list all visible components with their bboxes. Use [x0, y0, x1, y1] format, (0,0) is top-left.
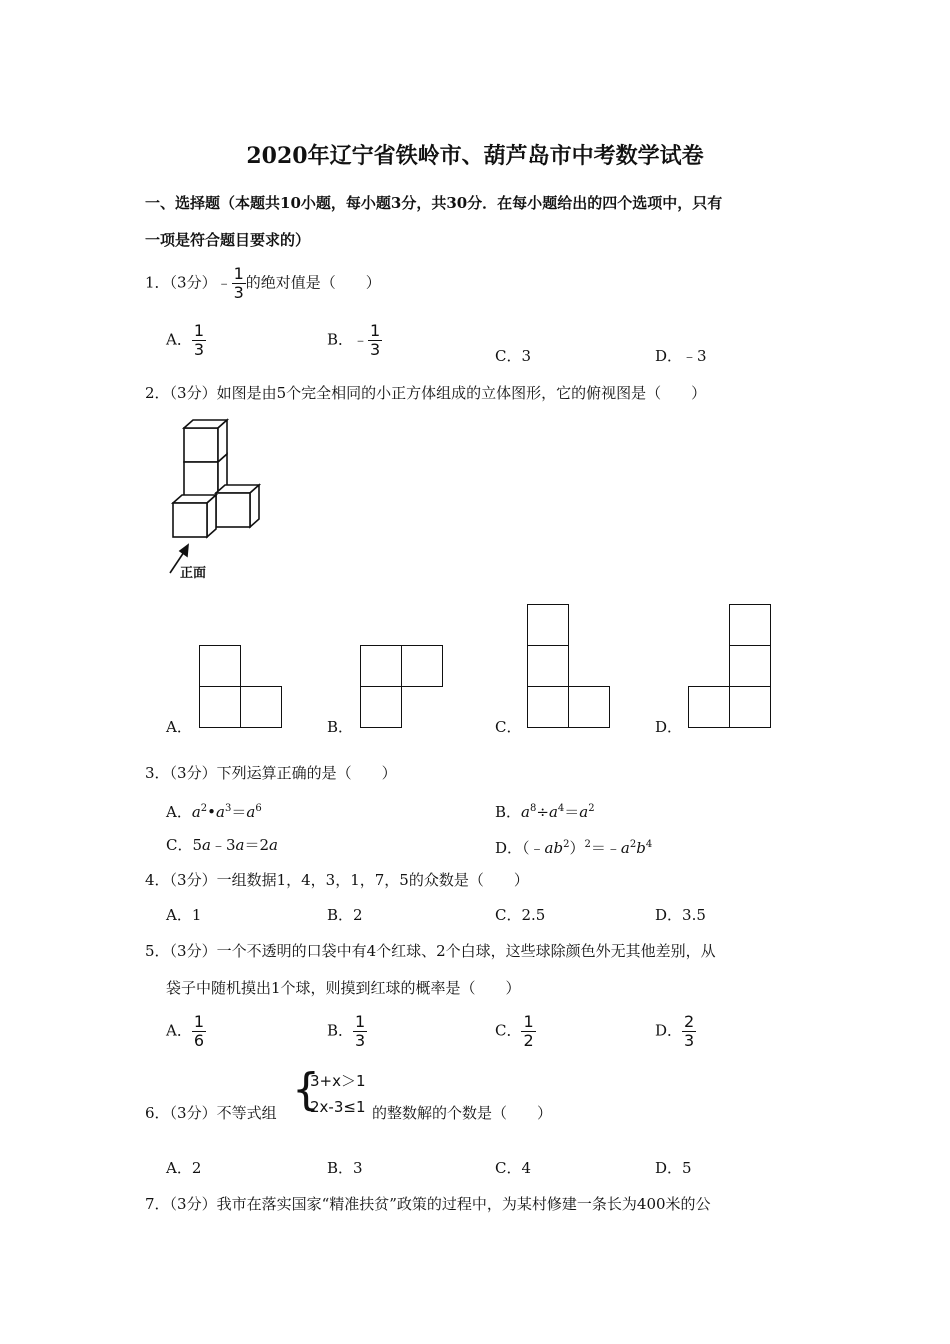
q3-c-eq: ＝2 [244, 836, 270, 854]
q3-b-var: a [548, 803, 558, 821]
page-title: 2020年辽宁省铁岭市、葫芦岛市中考数学试卷 [246, 143, 704, 169]
q3-option-a-label: A． [166, 803, 192, 821]
q3-a-exp: 2 [200, 803, 208, 814]
q3-d-paren: （﹣ [522, 839, 545, 857]
q5-d-denominator: 3 [684, 1031, 695, 1050]
q3-b-exp: 2 [588, 803, 595, 814]
q2-c-square [527, 686, 569, 728]
cube-front-front [173, 503, 207, 537]
q1-option-a-fraction [192, 322, 206, 359]
q3-b-exp: 4 [557, 803, 565, 814]
q3-b-var: a [579, 803, 589, 821]
q3-d-exp: 4 [645, 839, 653, 850]
q3-a-exp: 3 [224, 803, 232, 814]
q1-option-b [327, 322, 382, 359]
cube-right-front [216, 493, 250, 527]
q5-option-d-label: D． [655, 1021, 683, 1040]
q5-option-c [495, 1013, 536, 1050]
q5-option-c-label: C． [495, 1021, 522, 1040]
cube-right-side [250, 485, 259, 527]
q2-cube-figure [160, 415, 270, 585]
q3-b-var: a [521, 803, 530, 821]
q5-d-numerator: 2 [684, 1012, 695, 1031]
q3-option-d [495, 835, 652, 858]
q2-b-square [360, 686, 402, 728]
q2-a-square [240, 686, 282, 728]
q1-frac-numerator: 1 [233, 264, 244, 283]
q2-d-square [729, 604, 771, 646]
q2-c-square [568, 686, 610, 728]
q3-c-var: a [235, 836, 245, 854]
q6-option-b: B．3 [327, 1159, 363, 1177]
q1-option-d: D．﹣3 [655, 347, 707, 365]
q1-text: 的绝对值是（ ） [245, 273, 381, 292]
q3-b-op: ÷ [536, 803, 549, 821]
q3-c-var: a [269, 836, 278, 854]
q2-option-c-label: C． [495, 718, 522, 736]
section-heading-line1: 一、选择题（本题共10小题，每小题3分，共30分．在每小题给出的四个选项中，只有 [145, 194, 723, 212]
q6-inequality-2: 2x-3≤1 [310, 1098, 366, 1116]
q2-option-d-label: D． [655, 718, 683, 736]
q6-number: 6．（3分）不等式组 [145, 1104, 277, 1122]
q1-minus: ﹣ [216, 273, 232, 292]
q2-d-square [688, 686, 730, 728]
q3-a-op: • [207, 803, 217, 821]
q6-option-a: A．2 [166, 1159, 202, 1177]
q3-d-exp: 2 [629, 839, 637, 850]
q5-option-a [166, 1013, 206, 1050]
q2-d-square [729, 686, 771, 728]
q5-c-numerator: 1 [523, 1012, 534, 1031]
q6-option-c: C．4 [495, 1159, 532, 1177]
q3-a-var: a [246, 803, 256, 821]
q1-b-numerator: 1 [370, 321, 381, 340]
q3-b-eq: ＝ [564, 803, 580, 821]
q2-a-square [199, 645, 241, 687]
q5-b-denominator: 3 [355, 1031, 366, 1050]
q4-option-d: D．3.5 [655, 906, 706, 924]
q6-option-d: D．5 [655, 1159, 692, 1177]
q1-b-denominator: 3 [370, 340, 381, 359]
q5-option-b-label: B． [327, 1021, 354, 1040]
q3-a-var: a [216, 803, 225, 821]
q3-d-var: a [620, 839, 630, 857]
question-3: 3．（3分）下列运算正确的是（ ） [145, 764, 397, 782]
q3-d-paren: ） [569, 839, 585, 857]
q3-option-d-label: D． [495, 839, 523, 857]
q2-b-square [401, 645, 443, 687]
q3-option-c [166, 835, 278, 855]
section-heading-line2: 一项是符合题目要求的） [145, 231, 311, 249]
cube-front-side [207, 495, 216, 537]
q1-option-b-label: B． [327, 330, 354, 349]
q5-c-denominator: 2 [523, 1031, 534, 1050]
cube-middle-front [184, 462, 218, 496]
q3-b-exp: 8 [529, 803, 537, 814]
q4-option-b: B．2 [327, 906, 363, 924]
front-label: 正面 [180, 566, 207, 581]
q3-a-var: a [191, 803, 201, 821]
q2-c-square [527, 645, 569, 687]
q1-frac-denominator: 3 [233, 283, 244, 302]
q2-option-b-label: B． [327, 718, 354, 736]
question-5-line2: 袋子中随机摸出1个球，则摸到红球的概率是（ ） [166, 979, 521, 997]
q3-d-exp: 2 [563, 839, 570, 850]
q2-d-square [729, 645, 771, 687]
q1-a-numerator: 1 [193, 321, 205, 340]
q5-b-numerator: 1 [355, 1012, 366, 1031]
q3-option-b-label: B． [495, 803, 522, 821]
q3-d-var: b [636, 839, 646, 857]
question-1 [145, 265, 381, 302]
q3-a-exp: 6 [255, 803, 262, 814]
question-7: 7．（3分）我市在落实国家“精准扶贫”政策的过程中，为某村修建一条长为400米的公 [145, 1195, 711, 1213]
q2-option-a-label: A． [166, 718, 192, 736]
q1-number: 1．（3分） [145, 273, 217, 292]
q3-option-c-label: C． [166, 836, 193, 854]
question-4: 4．（3分）一组数据1，4，3，1，7，5的众数是（ ） [145, 871, 529, 889]
q2-c-square [527, 604, 569, 646]
question-2: 2．（3分）如图是由5个完全相同的小正方体组成的立体图形，它的俯视图是（ ） [145, 384, 707, 402]
q3-option-b [495, 799, 595, 822]
q5-option-b [327, 1013, 367, 1050]
q1-option-c: C．3 [495, 347, 532, 365]
q5-option-a-label: A． [166, 1021, 192, 1040]
q3-c-var: a [202, 836, 211, 854]
q4-option-c: C．2.5 [495, 906, 546, 924]
q5-option-d [655, 1013, 696, 1050]
front-arrow-head [180, 545, 188, 556]
q1-option-a-label: A． [166, 330, 192, 349]
q6-brace-icon: { [292, 1064, 320, 1115]
q3-c-op: ﹣3 [210, 836, 236, 854]
q1-option-a [166, 322, 206, 359]
q2-a-square [199, 686, 241, 728]
q3-d-var: ab [544, 839, 564, 857]
q1-option-b-minus: ﹣ [353, 330, 369, 349]
q1-fraction [232, 265, 246, 302]
q4-option-a: A．1 [166, 906, 202, 924]
cube-top-front [184, 428, 218, 462]
q5-b-fraction [353, 1013, 367, 1050]
q3-d-exp: 2 [584, 839, 591, 850]
q5-a-fraction [192, 1013, 206, 1050]
q6-inequality-1: 3+x＞1 [310, 1072, 366, 1090]
q5-d-fraction [682, 1013, 696, 1050]
q3-option-a [166, 799, 262, 822]
q3-c-num: 5 [192, 836, 203, 854]
q2-b-square [360, 645, 402, 687]
q3-d-eq: ＝﹣ [590, 839, 621, 857]
q5-a-denominator: 6 [193, 1031, 205, 1050]
q6-text: 的整数解的个数是（ ） [372, 1104, 553, 1122]
q1-option-b-fraction [368, 322, 382, 359]
q5-a-numerator: 1 [193, 1012, 205, 1031]
q5-c-fraction [521, 1013, 535, 1050]
question-5-line1: 5．（3分）一个不透明的口袋中有4个红球、2个白球，这些球除颜色外无其他差别，从 [145, 942, 716, 960]
q1-a-denominator: 3 [193, 340, 205, 359]
q3-a-eq: ＝ [231, 803, 247, 821]
